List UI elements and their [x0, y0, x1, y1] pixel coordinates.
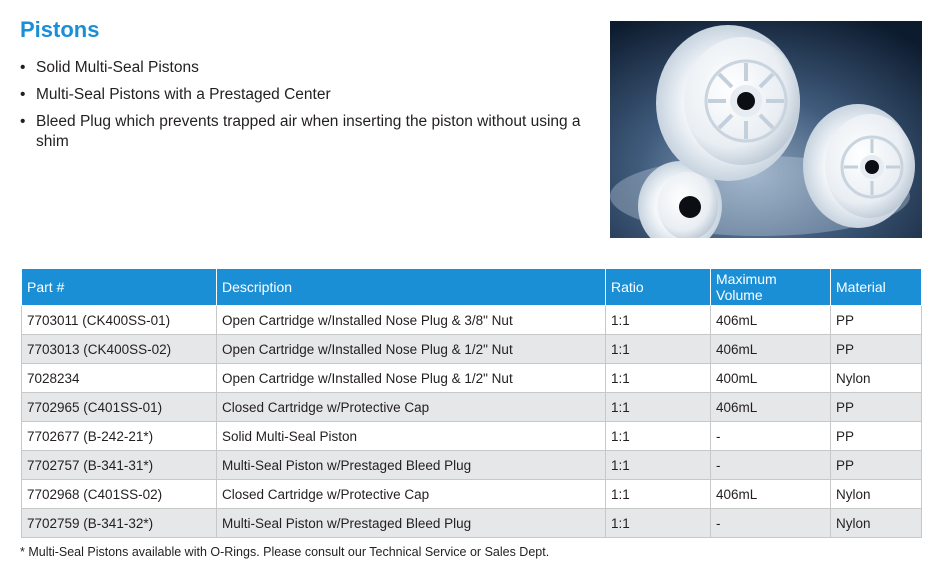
header-description: Description — [217, 269, 606, 306]
cell-ratio: 1:1 — [606, 306, 711, 335]
cell-material: Nylon — [831, 364, 922, 393]
cell-material: Nylon — [831, 480, 922, 509]
cell-description: Multi-Seal Piston w/Prestaged Bleed Plug — [217, 451, 606, 480]
table-row — [22, 364, 922, 393]
table-row — [22, 306, 922, 335]
cell-description: Open Cartridge w/Installed Nose Plug & 1/2" Nut — [217, 364, 606, 393]
cell-max-volume: - — [711, 509, 831, 538]
cell-part: 7702757 (B-341-31*) — [22, 451, 217, 480]
cell-part: 7702968 (C401SS-02) — [22, 480, 217, 509]
cell-ratio: 1:1 — [606, 480, 711, 509]
header-max-volume: Maximum Volume — [711, 269, 831, 306]
feature-list — [20, 58, 590, 159]
cell-max-volume: 406mL — [711, 480, 831, 509]
bullet-icon: • — [20, 59, 26, 76]
cell-max-volume: 400mL — [711, 364, 831, 393]
cell-part: 7702965 (C401SS-01) — [22, 393, 217, 422]
header-part: Part # — [22, 269, 217, 306]
cell-ratio: 1:1 — [606, 364, 711, 393]
cell-material: PP — [831, 422, 922, 451]
cell-ratio: 1:1 — [606, 335, 711, 364]
cell-material: PP — [831, 335, 922, 364]
cell-max-volume: 406mL — [711, 306, 831, 335]
bullet-icon: • — [20, 113, 26, 130]
cell-ratio: 1:1 — [606, 393, 711, 422]
bullet-icon: • — [20, 86, 26, 103]
table-row — [22, 422, 922, 451]
cell-description: Open Cartridge w/Installed Nose Plug & 3/8" Nut — [217, 306, 606, 335]
header-ratio: Ratio — [606, 269, 711, 306]
page-title: Pistons — [20, 17, 100, 42]
table-row — [22, 335, 922, 364]
table-row — [22, 480, 922, 509]
table-row — [22, 393, 922, 422]
cell-max-volume: - — [711, 422, 831, 451]
cell-max-volume: - — [711, 451, 831, 480]
cell-ratio: 1:1 — [606, 509, 711, 538]
table-row — [22, 509, 922, 538]
cell-part: 7702677 (B-242-21*) — [22, 422, 217, 451]
pistons-photo — [610, 21, 922, 238]
feature-item — [20, 58, 590, 78]
cell-material: PP — [831, 451, 922, 480]
cell-description: Closed Cartridge w/Protective Cap — [217, 393, 606, 422]
cell-material: PP — [831, 306, 922, 335]
feature-text: Multi-Seal Pistons with a Prestaged Center — [36, 86, 331, 103]
cell-max-volume: 406mL — [711, 335, 831, 364]
feature-item — [20, 85, 590, 105]
cell-material: PP — [831, 393, 922, 422]
feature-item — [20, 112, 590, 152]
table-row — [22, 451, 922, 480]
cell-description: Multi-Seal Piston w/Prestaged Bleed Plug — [217, 509, 606, 538]
cell-part: 7702759 (B-341-32*) — [22, 509, 217, 538]
footnote: * Multi-Seal Pistons available with O-Rings. Please consult our Technical Service or Sales Dept. — [20, 545, 550, 559]
cell-description: Solid Multi-Seal Piston — [217, 422, 606, 451]
cell-material: Nylon — [831, 509, 922, 538]
table-header-row — [22, 269, 922, 306]
parts-table — [21, 269, 922, 538]
cell-part: 7703013 (CK400SS-02) — [22, 335, 217, 364]
feature-text: Bleed Plug which prevents trapped air when inserting the piston without using a shim — [36, 113, 581, 150]
feature-text: Solid Multi-Seal Pistons — [36, 59, 199, 76]
cell-part: 7703011 (CK400SS-01) — [22, 306, 217, 335]
cell-ratio: 1:1 — [606, 451, 711, 480]
cell-description: Closed Cartridge w/Protective Cap — [217, 480, 606, 509]
cell-part: 7028234 — [22, 364, 217, 393]
pistons-illustration — [610, 21, 922, 238]
cell-ratio: 1:1 — [606, 422, 711, 451]
cell-max-volume: 406mL — [711, 393, 831, 422]
cell-description: Open Cartridge w/Installed Nose Plug & 1/2" Nut — [217, 335, 606, 364]
header-material: Material — [831, 269, 922, 306]
